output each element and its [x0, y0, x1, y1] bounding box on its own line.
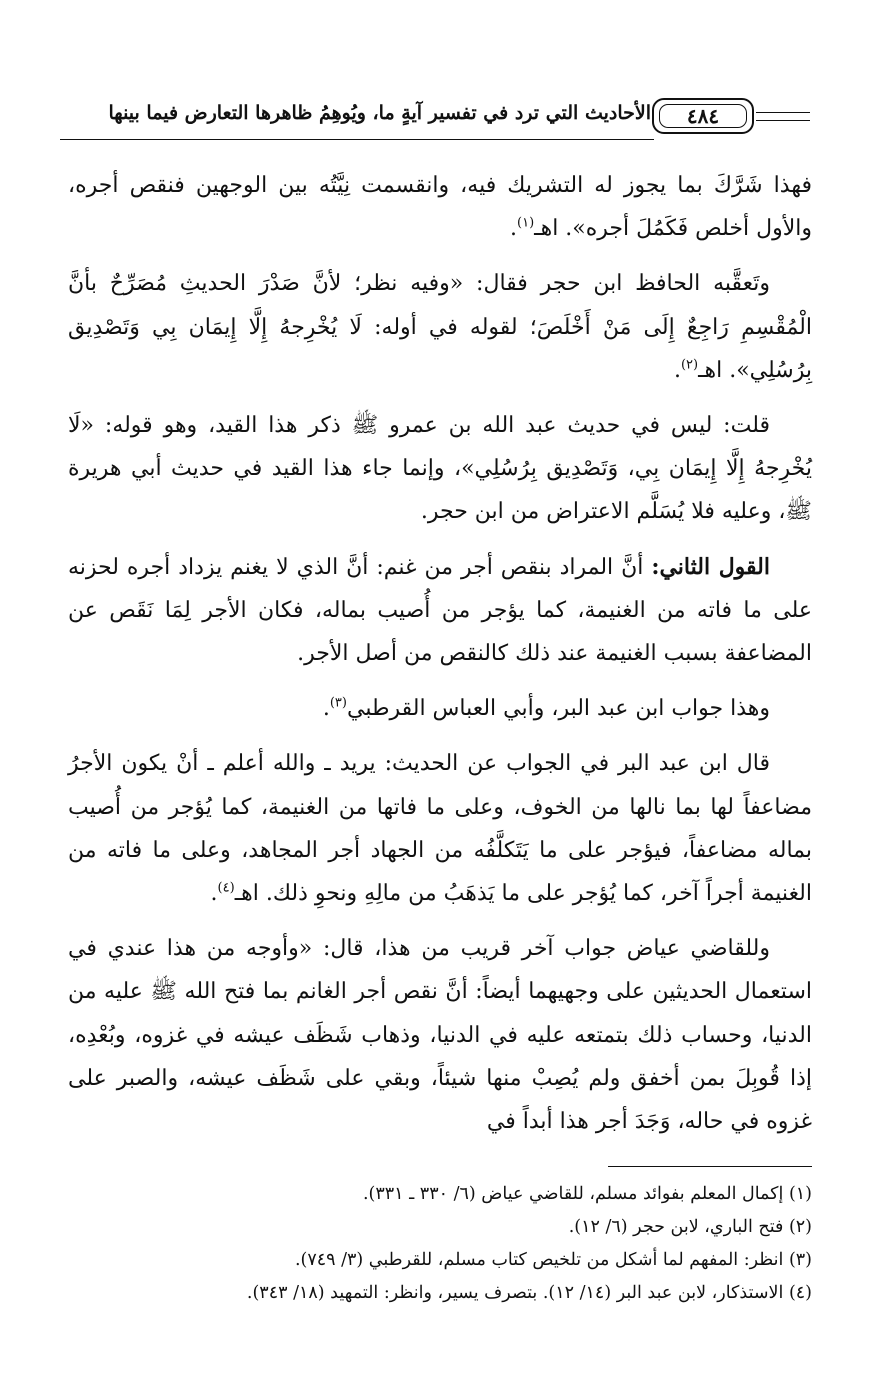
- paragraph-text: وللقاضي عياض جواب آخر قريب من هذا، قال: «وأوجه من هذا عندي في استعمال الحديثين على وجهيهما أيضاً: أنَّ نقص أجر الغانم بما فتح الله ﷺ عليه من الدنيا، وحساب ذلك بتمتعه عليه في الدنيا، وذهاب شَظَف عيشه في غزوه، وبُعْدِه، إذا قُوبِلَ بمن أخفق ولم يُصِبْ منها شيئاً، وبقي على شَظَف عيشه، والصبر على غزوه في حاله، وَجَدَ أجر هذا أبداً في: [68, 936, 812, 1135]
- paragraph: [68, 742, 812, 915]
- footnote-item: [68, 1244, 812, 1277]
- paragraph: [68, 927, 812, 1143]
- paragraph-tail: .: [322, 696, 330, 722]
- paragraph-text: فهذا شَرَّكَ بما يجوز له التشريك فيه، وانقسمت نِيَّتُه بين الوجهين فنقص أجره، والأول أخلص فَكَمُلَ أجره». اهـ: [68, 173, 812, 242]
- paragraph: [68, 404, 812, 534]
- paragraph: [68, 687, 812, 730]
- footnote-text: الاستذكار، لابن عبد البر (١٤/ ١٢). بتصرف يسير، وانظر: التمهيد (١٨/ ٣٤٣).: [246, 1283, 784, 1303]
- paragraph-text: قلت: ليس في حديث عبد الله بن عمرو ﷺ ذكر هذا القيد، وهو قوله: «لَا يُخْرِجهُ إِلَّا إِيمَان بِي، وَتَصْدِيق بِرُسُلِي»، وإنما جاء هذا القيد في حديث أبي هريرة ﷺ، وعليه فلا يُسَلَّم الاعتراض من ابن حجر.: [68, 413, 812, 525]
- paragraph: [68, 546, 812, 676]
- footnote-item: [68, 1277, 812, 1310]
- paragraph-text: وتَعقَّبه الحافظ ابن حجر فقال: «وفيه نظر؛ لأنَّ صَدْرَ الحديثِ مُصَرِّحٌ بأنَّ الْمُقْسِمِ رَاجِعٌ إِلَى مَنْ أَخْلَصَ؛ لقوله في أوله: لَا يُخْرِجهُ إِلَّا إِيمَان بِي وَتَصْدِيق بِرُسُلِي». اهـ: [68, 271, 812, 383]
- footnote-number: (٣): [788, 1250, 812, 1270]
- footnote-number: (٢): [788, 1217, 812, 1237]
- paragraph: [68, 262, 812, 392]
- footnote-item: [68, 1178, 812, 1211]
- paragraph-tail: .: [510, 216, 517, 242]
- footnote-number: (٤): [788, 1283, 812, 1303]
- paragraph-tail: .: [673, 357, 681, 383]
- footnote-separator: [608, 1166, 812, 1167]
- paragraph: [68, 164, 812, 250]
- page-number: ٤٨٤: [659, 104, 747, 128]
- header-underline: [60, 139, 654, 140]
- footnote-ref: (٤): [217, 880, 235, 896]
- paragraph-tail: .: [210, 881, 218, 907]
- footnote-ref: (٢): [680, 357, 699, 373]
- footnotes: [68, 1178, 812, 1310]
- paragraph-text: وهذا جواب ابن عبد البر، وأبي العباس القرطبي: [346, 696, 770, 722]
- footnote-ref: (١): [517, 215, 535, 231]
- footnote-item: [68, 1211, 812, 1244]
- running-header: [0, 96, 879, 140]
- page-number-frame: [652, 98, 754, 134]
- footnote-text: إكمال المعلم بفوائد مسلم، للقاضي عياض (٦/ ٣٣٠ ـ ٣٣١).: [362, 1184, 784, 1204]
- footnote-ref: (٣): [329, 695, 347, 711]
- footnote-text: انظر: المفهم لما أشكل من تلخيص كتاب مسلم، للقرطبي (٣/ ٧٤٩).: [294, 1250, 784, 1270]
- paragraph-heading: القول الثاني:: [651, 553, 770, 580]
- footnote-number: (١): [788, 1184, 812, 1204]
- header-title: الأحاديث التي ترد في تفسير آيةٍ ما، ويُوهِمُ ظاهرها التعارض فيما بينها: [108, 102, 651, 124]
- paragraph-text: أنَّ المراد بنقص أجر من غنم: أنَّ الذي لا يغنم يزداد أجره لحزنه على ما فاته من الغنيمة، كما يؤجر من أُصيب بماله، فكان الأجر لِمَا نَقَص عن المضاعفة بسبب الغنيمة عند ذلك كالنقص من أصل الأجر.: [68, 554, 812, 667]
- footnote-text: فتح الباري، لابن حجر (٦/ ١٢).: [568, 1217, 784, 1237]
- header-rule: [756, 112, 810, 113]
- body-text: [68, 164, 812, 1155]
- paragraph-text: قال ابن عبد البر في الجواب عن الحديث: يريد ـ والله أعلم ـ أنْ يكون الأجرُ مضاعفاً لها بما نالها من الخوف، وعلى ما فاتها من الغنيمة، كما يُؤجر من أُصيب بماله مضاعفاً، فيؤجر على ما يَتَكلَّفُه من الجهاد أجر المجاهد، وعلى ما فاته من الغنيمة أجراً آخر، كما يُؤجر على ما يَذهَبُ من مالِهِ ونحوِ ذلك. اهـ: [68, 751, 813, 907]
- header-rule: [756, 120, 810, 121]
